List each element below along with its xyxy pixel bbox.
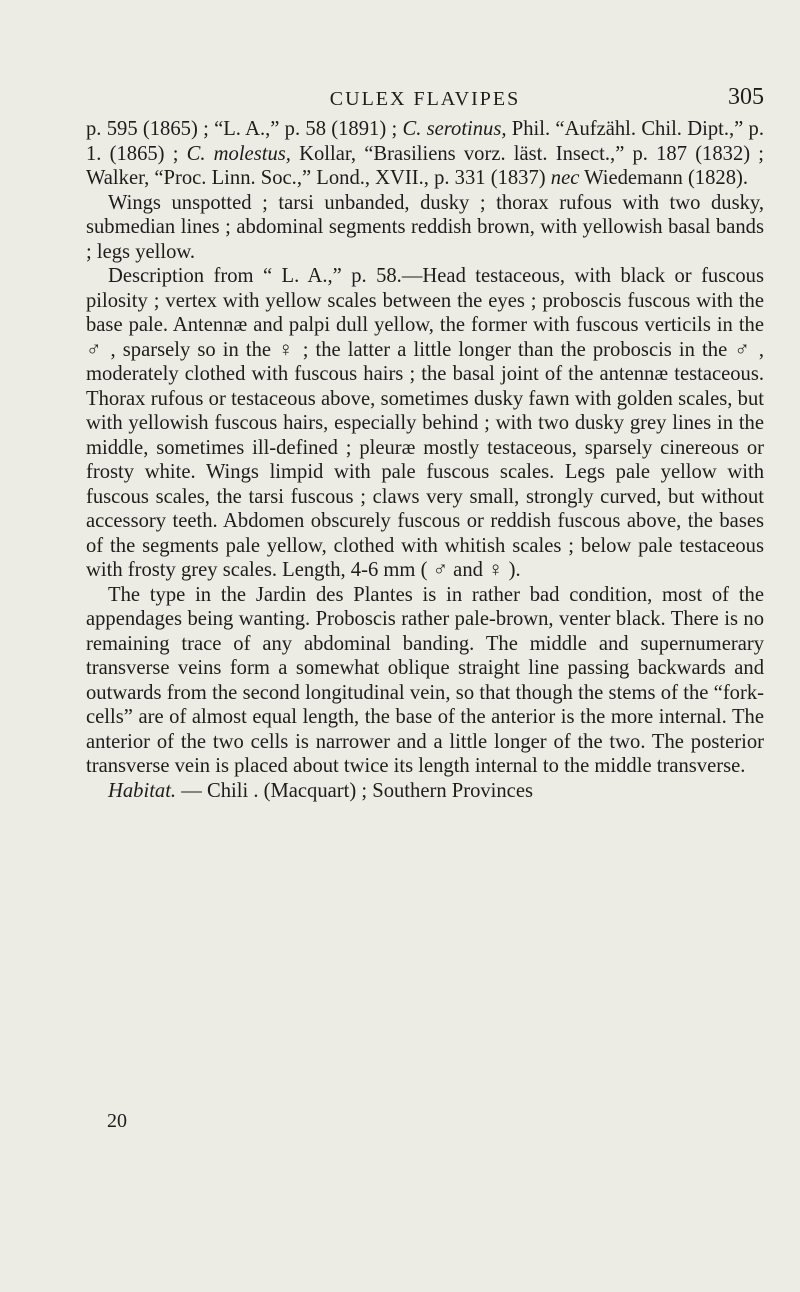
species-name-serotinus: C. serotinus, xyxy=(402,118,507,140)
nec-word: nec xyxy=(550,167,580,189)
species-name-molestus: C. molestus, xyxy=(186,142,291,165)
reference-text-4: Wiedemann (1828). xyxy=(579,167,749,189)
references-paragraph xyxy=(86,117,764,191)
habitat-paragraph xyxy=(86,779,764,804)
running-title: CULEX FLAVIPES xyxy=(329,88,521,110)
signature-mark: 20 xyxy=(107,1110,127,1132)
type-note-paragraph: The type in the Jardin des Plantes is in rather bad condition, most of the appendages being wanting. Proboscis rather pale-brown, venter black. There is no remaining trace of any abdominal banding. The middle and supernumerary transverse veins form a somewhat oblique straight line passing backwards and outwards from the second longitudinal vein, so that though the stems of the “fork-cells” are of almost equal length, the base of the anterior is the more internal. The anterior of the two cells is narrower and a little longer of the two. The posterior transverse vein is placed about twice its length internal to the middle transverse. xyxy=(86,583,764,777)
diagnosis-paragraph: Wings unspotted ; tarsi unbanded, dusky ; thorax rufous with two dusky, submedian lines ; abdominal segments reddish brown, with yellowish basal bands ; legs yellow. xyxy=(86,191,764,263)
body-text xyxy=(86,117,764,803)
description-paragraph: Description from “ L. A.,” p. 58.—Head testaceous, with black or fuscous pilosity ; vertex with yellow scales between the eyes ; proboscis fuscous with the base pale. Antennæ and palpi dull yellow, the former with fuscous verticils in the ♂ , sparsely so in the ♀ ; the latter a little longer than the proboscis in the ♂ , moderately clothed with fuscous hairs ; the basal joint of the antennæ testaceous. Thorax rufous or testaceous above, sometimes dusky fawn with golden scales, but with yellowish fuscous hairs, especially behind ; with two dusky grey lines in the middle, sometimes ill-defined ; pleuræ mostly testaceous, sparsely cinereous or frosty white. Wings limpid with pale fuscous scales. Legs pale yellow with fuscous scales, the tarsi fuscous ; claws very small, strongly curved, but without accessory teeth. Abdomen obscurely fuscous or reddish fuscous above, the bases of the segments pale yellow, clothed with whitish scales ; below pale testaceous with frosty grey scales. Length, 4-6 mm ( ♂ and ♀ ). xyxy=(86,265,764,581)
reference-text-2: Phil. “Aufzähl. Chil. Dipt.,” p. 1. (1865) ; xyxy=(86,118,764,165)
reference-text-1: p. 595 (1865) ; “L. A.,” p. 58 (1891) ; xyxy=(86,118,403,140)
page-number: 305 xyxy=(728,84,764,110)
habitat-label: Habitat. xyxy=(108,779,177,802)
habitat-text: — Chili . (Macquart) ; Southern Provinces xyxy=(176,779,533,802)
reference-text-3: Kollar, “Brasiliens vorz. läst. Insect.,” p. 187 (1832) ; Walker, “Proc. Linn. Soc.,” Lond., XVII., p. 331 (1837) xyxy=(86,142,764,189)
running-head xyxy=(86,84,764,118)
